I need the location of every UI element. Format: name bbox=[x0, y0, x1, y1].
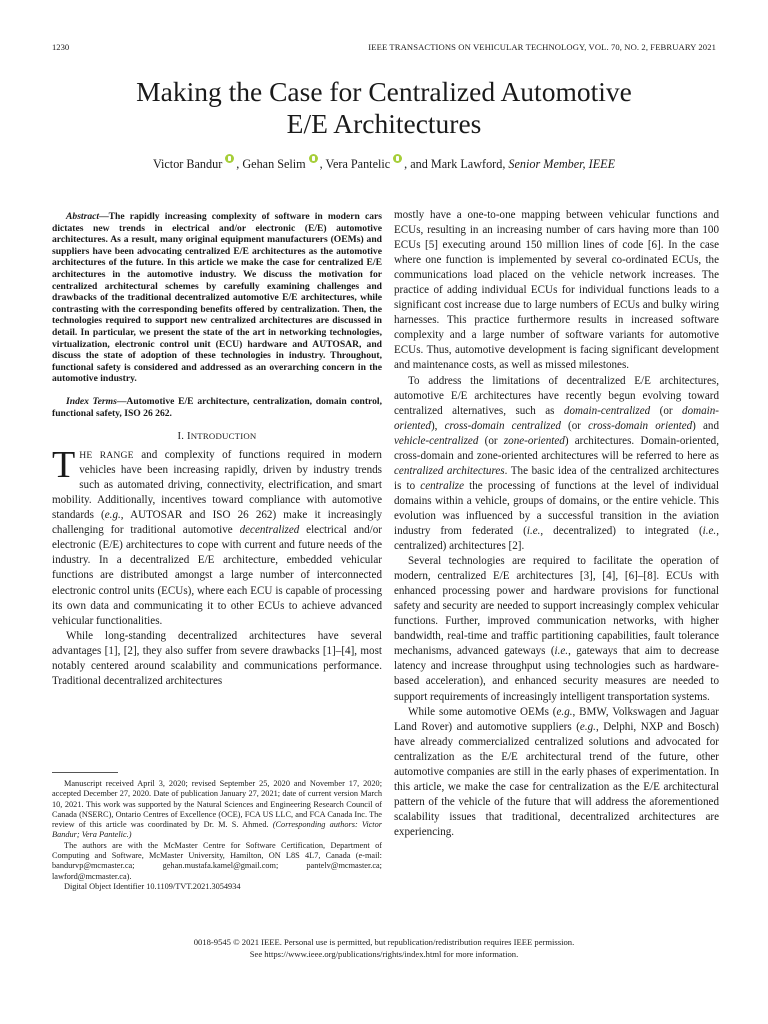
index-terms-label: Index Terms bbox=[66, 395, 117, 407]
text-run: ) architectures. Domain-oriented, cross-domain and zone-oriented architectures will be referred to here as bbox=[394, 434, 719, 462]
text-run: the processing of functions at the level of individual domains within a vehicle, groups of domains, or the entire vehicle. This evolution was influenced by a successful transition in the aviation industry from federated ( bbox=[394, 479, 719, 537]
text-run: To address the limitations of decentralized E/E architectures, automotive E/E architectures have recently begun evolving toward centralized alternatives, such as bbox=[394, 374, 719, 417]
text-run: (or bbox=[650, 404, 683, 417]
author-membership: Senior Member, IEEE bbox=[508, 157, 616, 171]
italic-run: i.e. bbox=[702, 524, 717, 537]
section-title-initial: I bbox=[186, 431, 191, 443]
intro-paragraph-4 bbox=[394, 374, 719, 555]
author-separator: , bbox=[319, 157, 326, 171]
italic-run: centralized architectures bbox=[394, 464, 505, 477]
italic-run: i.e. bbox=[554, 645, 569, 658]
orcid-icon[interactable] bbox=[393, 154, 402, 163]
paper-title-line-2: E/E Architectures bbox=[286, 108, 482, 139]
left-column bbox=[52, 208, 382, 689]
text-run: . The basic idea of the centralized architectures is to bbox=[394, 464, 719, 492]
italic-run: centralize bbox=[420, 479, 465, 492]
section-heading-introduction bbox=[52, 431, 382, 442]
italic-run: cross-domain oriented bbox=[588, 419, 693, 432]
text-run: , Delphi, NXP and Bosch) have already commercialized centralized solutions and advocated for centralization as the E/E architectural trend of the future, other automotive companies are still in the early phases of experimentation. In this article, we make the case for centralization as the E/E architectural pattern of the vehicle of the future that will address the aforementioned scalability issues that traditional, decentralized architectures are experiencing. bbox=[394, 720, 719, 838]
intro-paragraph-1: T HE RANGE and complexity of functions required in modern vehicles have been increasing rapidly, driven by industry trends such as automated driving, connectivity, electrification, and smart mobility. Additionally, incentives toward compliance with automotive standards (e.g., AUTOSAR and ISO 26 262) make it increasingly challenging for traditional automotive decentralized electrical and/or electronic (E/E) architectures to cope with current and future needs of the industry. In a decentralized E/E architecture, embedded vehicular functions are distributed amongst a large number of interconnected electronic control units (ECUs), where each ECU is capable of processing its own data and communicating it to other ECUs to achieve advanced vehicular functionalities. bbox=[52, 444, 382, 627]
italic-run: cross-domain centralized bbox=[444, 419, 561, 432]
running-header bbox=[52, 42, 716, 56]
abstract bbox=[52, 211, 382, 385]
copyright-line-2: See https://www.ieee.org/publications/rights/index.html for more information. bbox=[249, 948, 519, 959]
text-run: While some automotive OEMs ( bbox=[408, 705, 557, 718]
index-terms-dash: — bbox=[116, 395, 127, 407]
text-run: , BMW, Volkswagen and Jaguar Land Rover) and automotive suppliers ( bbox=[394, 705, 719, 733]
italic-run: i.e. bbox=[526, 524, 541, 537]
title-block bbox=[52, 76, 716, 172]
section-title-rest: NTRODUCTION bbox=[190, 431, 257, 442]
italic-run: vehicle-centralized bbox=[394, 434, 479, 447]
copyright-line-1: 0018-9545 © 2021 IEEE. Personal use is permitted, but republication/redistribution requires IEEE permission. bbox=[193, 937, 575, 947]
orcid-icon[interactable] bbox=[225, 154, 234, 163]
italic-run: domain-centralized bbox=[563, 404, 651, 417]
author-list bbox=[52, 154, 716, 172]
journal-reference: IEEE TRANSACTIONS ON VEHICULAR TECHNOLOGY, VOL. 70, NO. 2, FEBRUARY 2021 bbox=[368, 42, 716, 52]
text-run: Several technologies are required to facilitate the operation of modern, centralized E/E architectures [3], [4], [6]–[8]. ECUs with enhanced processing power and hardware provisions for functional safety and security are needed to support increasingly complex vehicular functions. Further, improved communication networks, with higher bandwidth, real-time and traffic partitioning capabilities, fault tolerance mechanisms, advanced gateways ( bbox=[394, 555, 719, 658]
author-separator: , and bbox=[404, 157, 431, 171]
intro-paragraph-6 bbox=[394, 705, 719, 840]
text-run: (or bbox=[478, 434, 504, 447]
author-separator: , bbox=[502, 157, 509, 171]
text-run: , centralized) architectures [2]. bbox=[394, 524, 719, 553]
abstract-text: The rapidly increasing complexity of software in modern cars dictates new trends in electrical and/or electronic (E/E) automotive architectures. As a result, many original equipment manufacturers (OEMs) and suppliers have been advocating centralized E/E architectures as the automotive architectures of the future. In this article we make the case for centralized E/E architectures in the automotive industry. We discuss the motivation for centralized architectural schemes by carefully examining challenges and drawbacks of the traditional decentralized automotive E/E architectures, while contrasting with the corresponding benefits offered by centralization. Then, the technologies required to support new centralized architectures are discussed in detail. In particular, we present the state of the art in networking technologies, virtualization, electronic control unit (ECU) hardware and AUTOSAR, and discuss the state of adoption of these technologies in industry. Throughout, functional safety is considered and addressed as an overarching concern in the automotive industry. bbox=[52, 211, 382, 385]
small-caps-lead: HE RANGE bbox=[79, 450, 134, 462]
text-run: , AUTOSAR and ISO 26 262) make it increasingly challenging for traditional automotive bbox=[52, 509, 382, 537]
italic-run: e.g. bbox=[579, 720, 596, 733]
intro-paragraph-5 bbox=[394, 554, 719, 704]
author-name: Gehan Selim bbox=[242, 157, 306, 171]
italic-run: domain-oriented bbox=[394, 404, 719, 432]
section-numeral: I. bbox=[177, 431, 185, 443]
intro-paragraph-3: mostly have a one-to-one mapping between vehicular functions and ECUs, resulting in an increasing number of cars having more than 100 ECUs [5] executing around 150 million lines of code [6]. In the case where one function is implemented by several co-ordinated ECUs, the communications load placed on the vehicle network increases. The practice of adding individual ECUs for individual functions leads to a significant cost increase due to large numbers of ECUs and bulky wiring harnesses. This practice furthermore results in increased software complexity and a large number of software variants for automotive ECUs. Thus, automotive development is facing significant development and maintenance costs, as well as missed milestones. bbox=[394, 209, 719, 372]
index-terms-text: Automotive E/E architecture, centralization, domain control, functional safety, ISO 26 262. bbox=[52, 395, 382, 419]
text-run: , decentralized) to integrated ( bbox=[540, 524, 703, 537]
text-run: Manuscript received April 3, 2020; revised September 25, 2020 and November 17, 2020; accepted December 27, 2020. Date of publication January 27, 2021; date of current version March 10, 2021. This work was supported by the Natural Sciences and Engineering Research Council of Canada (NSERC), Ontario Centres of Excellence (OCE), FCA US LLC, and FCA Canada Inc. The review of this article was coordinated by Dr. M. S. Ahmed. bbox=[52, 779, 382, 830]
paper-title-line-1: Making the Case for Centralized Automotive bbox=[136, 76, 632, 107]
paper-title bbox=[52, 76, 716, 140]
footnote-divider bbox=[52, 772, 118, 773]
text-run: (or bbox=[560, 419, 589, 432]
text-run: , gateways that aim to decrease latency and increase throughput using technologies such as hardware-based acceleration), and enhanced security measures are needed to support requirements of increasingly intelligent transportation systems. bbox=[394, 645, 719, 703]
author-name: Victor Bandur bbox=[152, 157, 223, 171]
page-number: 1230 bbox=[52, 42, 70, 52]
abstract-label: Abstract bbox=[66, 211, 100, 222]
footnotes bbox=[52, 779, 382, 892]
italic-run: e.g. bbox=[556, 705, 573, 718]
author-name: Mark Lawford bbox=[430, 157, 503, 171]
italic-run: e.g. bbox=[104, 509, 121, 522]
footnote-affiliation: The authors are with the McMaster Centre for Software Certification, Department of Computing and Software, McMaster University, Hamilton, ON L8S 4L7, Canada (e-mail: bandurvp@mcmaster.ca; gehan.mustafa.kamel@gmail.com; pantelv@mcmaster.ca; lawford@mcmaster.ca). bbox=[52, 840, 382, 881]
index-terms bbox=[52, 396, 382, 419]
italic-run: (Corresponding authors: Victor Bandur; Vera Pantelic.) bbox=[52, 820, 382, 840]
abstract-dash: — bbox=[99, 211, 109, 222]
right-column bbox=[394, 208, 719, 840]
orcid-icon[interactable] bbox=[309, 154, 318, 163]
copyright-notice bbox=[52, 937, 716, 960]
text-run: and complexity of functions required in modern vehicles have been increasing rapidly, driven by industry trends such as automated driving, connectivity, electrification, and smart mobility. Additionally, incentives toward compliance with automotive standards ( bbox=[52, 449, 382, 522]
footnote-doi: Digital Object Identifier 10.1109/TVT.2021.3054934 bbox=[64, 881, 241, 891]
italic-run: decentralized bbox=[239, 524, 300, 537]
footnote-manuscript bbox=[52, 779, 382, 841]
author-name: Vera Pantelic bbox=[325, 157, 391, 171]
text-run: electrical and/or electronic (E/E) architectures to cope with current and future needs of the industry. In a decentralized E/E architecture, embedded vehicular functions are distributed amongst a large number of interconnected electronic control units (ECUs), where each ECU is capable of processing its own data and communicating it to other ECUs to achieve advanced vehicular functionalities. bbox=[52, 524, 382, 627]
author-separator: , bbox=[236, 157, 243, 171]
italic-run: zone-oriented bbox=[503, 434, 565, 447]
text-run: ) and bbox=[692, 419, 719, 432]
text-run: ), bbox=[430, 419, 445, 432]
intro-paragraph-2: While long-standing decentralized architectures have several advantages [1], [2], they also suffer from severe drawbacks [1]–[4], most notably centered around scalability and communications performance. Traditional decentralized architectures bbox=[52, 629, 382, 687]
